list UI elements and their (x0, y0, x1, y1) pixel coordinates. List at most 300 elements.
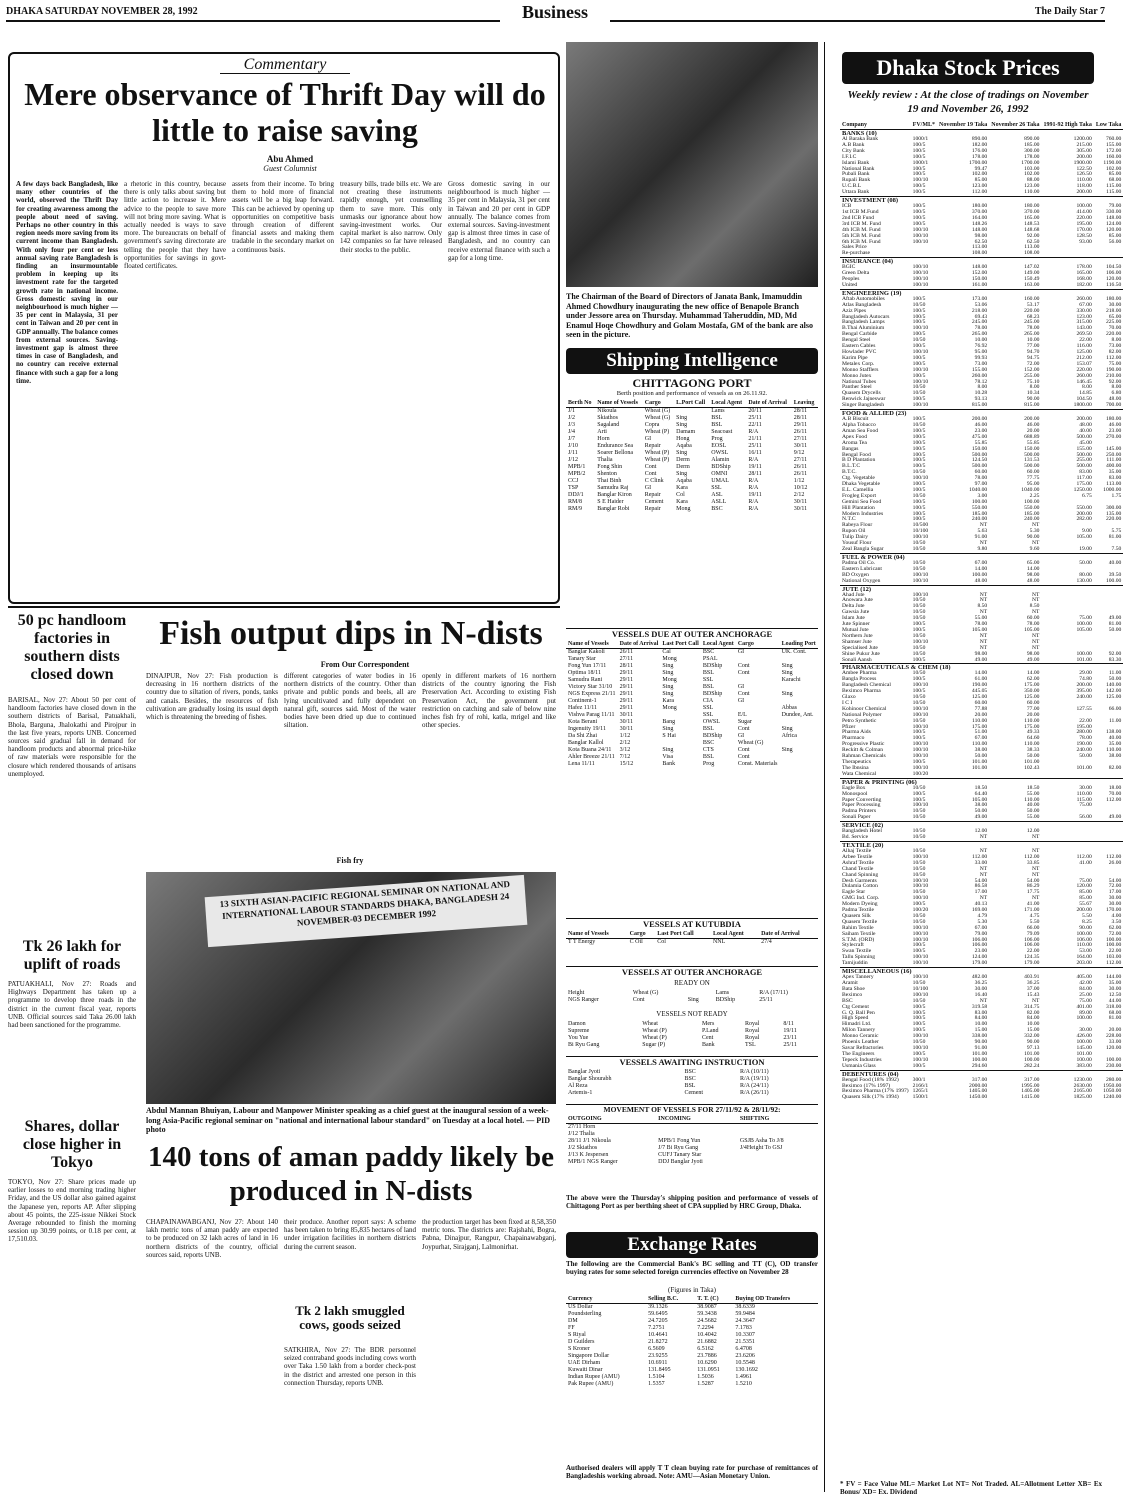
outer-anchorage-cell: 29/11 (619, 670, 634, 676)
outer-anchorage-cell: Sing (662, 726, 674, 732)
stocks-cell: 475.00 (971, 433, 988, 440)
stocks-cell: 185.00 (971, 510, 988, 517)
stocks-cell: 10/50 (912, 694, 926, 701)
exchange-header: Buying OD Transfers (733, 1296, 818, 1304)
stocks-cell: 62.50 (1026, 238, 1040, 245)
stocks-cell: 403.91 (1024, 974, 1040, 981)
stocks-cell: 1950.00 (1103, 1082, 1122, 1089)
stocks-cell: Swan Textile (842, 948, 872, 955)
stocks-cell: 53.00 (1079, 948, 1092, 955)
stocks-cell: 100/5 (912, 171, 926, 178)
shipping-cell: Copra (644, 422, 660, 428)
stocks-cell: 150.00 (1024, 445, 1040, 452)
stocks-cell: 100/10 (912, 991, 929, 998)
stocks-cell: 3.50 (1111, 918, 1122, 925)
stocks-cell: 110.00 (1024, 189, 1040, 196)
stocks-cell: Bengal Food (842, 451, 871, 458)
stocks-cell: 100/5 (912, 183, 926, 190)
stocks-cell: 315.00 (1076, 319, 1092, 326)
not-ready-row (566, 1021, 818, 1028)
stocks-cell: 100/5 (912, 735, 926, 742)
shipping-cell: Banglar Kiron (597, 492, 632, 498)
stocks-cell: 12.00 (974, 828, 988, 835)
exchange-row (566, 1346, 818, 1353)
stocks-cell: NT (979, 871, 988, 878)
stocks-cell: 10/100 (912, 985, 929, 992)
movement-header: INCOMING (656, 1116, 738, 1124)
stocks-cell: Renwick Jajneswar (842, 396, 886, 403)
stocks-cell: 78.00 (974, 475, 988, 482)
exchange-cell: 38.6339 (735, 1304, 755, 1310)
stocks-cell: Shamser Jute (842, 638, 872, 645)
exchange-cell: 59.6495 (648, 1311, 668, 1317)
stocks-cell: 282.00 (1076, 516, 1092, 523)
outer-anchorage-cell: Sing (662, 747, 674, 753)
stocks-section-title: FUEL & POWER (04) (840, 553, 1123, 561)
exchange-row (566, 1318, 818, 1325)
stocks-cell: Phoenix Leather (842, 1039, 879, 1046)
stocks-cell: Arbee Textile (842, 853, 873, 860)
shipping-cell: 29/11 (793, 422, 808, 428)
stocks-cell: 62.00 (1108, 924, 1122, 931)
stocks-cell: 146.45 (1076, 378, 1092, 385)
stocks-cell: 53.17 (1026, 301, 1040, 308)
exchange-cell: US Dollar (568, 1304, 593, 1310)
stocks-cell: 100/5 (912, 427, 926, 434)
stocks-cell: 124.35 (1024, 954, 1040, 961)
stocks-cell: 1200.00 (1073, 136, 1092, 142)
shipping-cell: Skiathos (597, 415, 618, 421)
stocks-cell: Pfizer (842, 723, 856, 730)
stocks-cell: 56.00 (1079, 814, 1092, 821)
stocks-cell: Pubali Bank (842, 171, 870, 178)
exchange-cell: Pak Rupee (AMU) (568, 1381, 614, 1387)
stocks-cell: 55.85 (1026, 439, 1040, 446)
stocks-cell: 145.00 (1105, 445, 1122, 452)
stocks-cell: 125.00 (1105, 694, 1122, 701)
stocks-cell: 102.00 (971, 171, 988, 178)
stocks-cell: 150.49 (1024, 276, 1040, 283)
stocks-cell: BD Oxygen (842, 571, 869, 578)
stocks-cell: 10/50 (912, 421, 926, 428)
stocks-section-title: TEXTILE (20) (840, 841, 1123, 849)
shipping-cell: Sagaland (597, 422, 620, 428)
stocks-cell: 100/5 (912, 1015, 926, 1022)
stocks-cell: 300.00 (1105, 504, 1122, 511)
shipping-cell: 30/11 (793, 499, 808, 505)
outer-anchorage-header: Loading Port (780, 641, 818, 649)
outer-anchorage-cell: 26/11 (619, 649, 634, 655)
stocks-cell: Kohinoor Chemical (842, 705, 887, 712)
stocks-header: November 19 Taka (939, 122, 988, 128)
outer-anchorage-cell: SSL (702, 712, 714, 718)
stocks-cell: 155.00 (1076, 445, 1092, 452)
stocks-cell: Sales Price (842, 244, 867, 251)
shipping-cell: 26/11 (793, 429, 808, 435)
shipping-cell: BSL (711, 422, 723, 428)
stocks-cell: 80.00 (1079, 571, 1092, 578)
stocks-cell: 88.00 (1026, 177, 1040, 184)
shipping-cell: 27/11 (793, 457, 808, 463)
ready-row (566, 990, 818, 997)
stocks-cell: 10/50 (912, 1039, 926, 1046)
stocks-cell: 67.00 (974, 559, 988, 566)
column-rule (824, 42, 825, 1492)
stocks-cell: 370.00 (971, 208, 988, 215)
commentary-col5: Gross domestic saving in our neighbourhood is much higher — 35 per cent in Malaysia, 31 per cent in Taiwan and 20 per cent in GDP annually. The balance comes from external sources. Saving-investment gap is almost three times in case of Bangladesh, and no country can receive external finance with such a gap for a long time. (448, 180, 550, 262)
not-ready-cell: 23/11 (783, 1035, 797, 1041)
stocks-cell: 128.50 (1076, 232, 1092, 239)
stocks-cell: 100/5 (912, 796, 926, 803)
stocks-cell: 89.00 (1079, 1009, 1092, 1016)
outer-anchorage-row (566, 740, 818, 747)
stocks-cell: U.C.B.L (842, 183, 862, 190)
stocks-cell: 40.13 (974, 901, 988, 908)
stocks-cell: Green Delta (842, 270, 870, 277)
outer-anchorage-cell: BSC (702, 649, 715, 655)
stocks-cell: 45.00 (1079, 439, 1092, 446)
stocks-cell: 14.00 (1026, 565, 1040, 572)
stocks-cell: 200.00 (1076, 153, 1092, 160)
outer-anchorage-cell: Dundee, Ant. (781, 712, 814, 718)
stocks-cell: 135.00 (1105, 510, 1122, 517)
stocks-cell: 101.00 (971, 764, 988, 771)
stocks-cell: 23.00 (974, 427, 988, 434)
not-ready-cell: Royal (744, 1035, 760, 1041)
stocks-cell: 6th ICB M. Fund (842, 238, 881, 245)
outer-anchorage-cell: 29/11 (619, 698, 634, 704)
awaiting-cell: R/A (24/11) (740, 1083, 769, 1089)
janata-bank-photo (566, 42, 818, 287)
stocks-banner: Dhaka Stock Prices (842, 52, 1094, 84)
exchange-cell: 23.9255 (648, 1353, 668, 1359)
stocks-cell: 26.00 (1108, 859, 1122, 866)
stocks-cell: 250.00 (1105, 451, 1122, 458)
stocks-cell: 100/10 (912, 264, 929, 271)
stocks-cell: 148.00 (971, 264, 988, 271)
exchange-cell: 21.5351 (735, 1339, 755, 1345)
stocks-cell: Ambee Pharma (842, 670, 877, 677)
stocks-cell: 100/5 (912, 203, 926, 210)
stocks-cell: 123.00 (1024, 183, 1040, 190)
stocks-cell: 100/5 (912, 1027, 926, 1034)
outer-anchorage-cell: Karachi (781, 677, 801, 683)
stocks-cell: 10.34 (1026, 390, 1040, 397)
stocks-cell: 110.00 (1106, 747, 1122, 754)
fish-byline: From Our Correspondent (320, 660, 410, 669)
stocks-cell: 1825.00 (1073, 1094, 1092, 1101)
stocks-cell: 100/10 (912, 954, 929, 961)
shipping-cell: R/A (748, 457, 759, 463)
stocks-cell: 5.30 (977, 918, 988, 925)
stocks-cell: NT (979, 597, 988, 604)
outer-anchorage-row (566, 733, 818, 740)
stocks-cell: 8.00 (1029, 384, 1040, 391)
stocks-cell: NT (979, 522, 988, 529)
stocks-cell: 40.00 (1108, 559, 1122, 566)
stocks-cell: 101.00 (1024, 1050, 1040, 1057)
stocks-cell: Therapeutics (842, 759, 871, 765)
awaiting-cell: Artemis-1 (568, 1090, 593, 1096)
stocks-cell: 14.85 (1079, 390, 1092, 397)
stocks-cell: 200.00 (1076, 510, 1092, 517)
outer-anchorage-cell: 30/11 (619, 719, 634, 725)
kutubdia-title: VESSELS AT KUTUBDIA (566, 918, 818, 930)
stocks-cell: 113.00 (1024, 244, 1040, 251)
stocks-cell: 22.00 (1026, 948, 1040, 955)
shipping-cell: Horn (597, 436, 610, 442)
stocks-cell: 100/5 (912, 416, 926, 423)
stocks-section-title: FOOD & ALLIED (23) (840, 410, 1123, 418)
stocks-cell: 35.00 (1108, 741, 1122, 748)
shipping-header: Date of Arrival (746, 400, 791, 408)
stocks-cell: 100/10 (912, 705, 929, 712)
stocks-cell: 1405.00 (1021, 1088, 1040, 1095)
section-rule (8, 606, 560, 608)
stocks-cell: 98.00 (974, 232, 988, 239)
stocks-cell: 35.00 (1108, 469, 1122, 476)
paper-name: The Daily Star 7 (1034, 6, 1105, 17)
commentary-box (8, 52, 560, 604)
exchange-cell: 131.8495 (648, 1367, 671, 1373)
shipping-cell: Thai Binh (597, 478, 622, 484)
stocks-cell: 700.00 (1105, 402, 1122, 409)
exchange-cell: 1.5036 (697, 1374, 714, 1380)
movement-note: The above were the Thursday's shipping position and performance of vessels of Chittagong Port as per berthing sheet of CPA supplied by HRC Group, Dhaka. (566, 1194, 818, 1211)
stocks-cell: 78.00 (1079, 735, 1092, 742)
stocks-cell: 100/5 (912, 729, 926, 736)
stocks-cell: 101.00 (1076, 656, 1092, 663)
shipping-cell: Repair (644, 506, 661, 512)
outer-anchorage-row (566, 663, 818, 670)
stocks-cell: Bengal Steel (842, 337, 871, 344)
stocks-cell: 77.75 (1026, 475, 1040, 482)
shipping-table (566, 400, 818, 622)
stocks-cell: 500.00 (1076, 433, 1092, 440)
shipping-row (566, 478, 818, 485)
stocks-cell: Aftab Automobiles (842, 295, 885, 302)
stocks-cell: 106.00 (1024, 942, 1040, 949)
stocks-cell: 100/10 (912, 276, 929, 283)
stocks-cell: 200.00 (1076, 682, 1092, 689)
stocks-cell: 210.00 (1105, 372, 1122, 379)
stocks-cell: 1450.00 (969, 1094, 988, 1101)
shipping-cell: Sing (676, 471, 688, 477)
stocks-cell: 175.00 (1076, 481, 1092, 488)
stocks-cell: NT (979, 540, 988, 547)
stocks-cell: 9.80 (977, 546, 988, 552)
stocks-cell: Padma Oil Co. (842, 559, 876, 566)
shipping-cell: UMAL (711, 478, 729, 484)
stocks-cell: 10/50 (912, 390, 926, 397)
stocks-cell: Gemini Sea Food (842, 498, 882, 505)
stocks-cell: 50.00 (1026, 808, 1040, 815)
stocks-cell: Shine Pukur Jute (842, 650, 880, 657)
stocks-cell: 500.00 (1024, 451, 1040, 458)
stocks-cell: 225.00 (1105, 319, 1122, 326)
stocks-cell: Pharma Aids (842, 729, 871, 736)
stocks-cell: Savar Refractories (842, 1044, 884, 1051)
outer-anchorage-cell: BDShip (702, 733, 723, 739)
stocks-cell: 8.00 (1111, 337, 1122, 344)
shipping-cell: Aqaba (676, 443, 692, 449)
shipping-cell: 28/11 (793, 415, 808, 421)
stocks-cell: 2nd ICB Fund (842, 214, 875, 221)
outer-anchorage-row (566, 761, 818, 768)
stocks-cell: 49.00 (1108, 814, 1122, 821)
stocks-cell: Himadri Ltd. (842, 1021, 872, 1028)
exchange-cell: 21.6882 (697, 1339, 717, 1345)
stocks-cell: 120.00 (1105, 276, 1122, 283)
stocks-cell: 60.00 (974, 469, 988, 476)
movement-cell: J/12 Thalia (568, 1131, 595, 1137)
stocks-cell: 305.00 (1076, 147, 1092, 154)
exchange-row (566, 1332, 818, 1339)
shipping-cell: Cement (644, 499, 664, 505)
exchange-cell: 1.5104 (648, 1374, 665, 1380)
stocks-cell: 100.00 (1105, 1056, 1122, 1063)
outer-anchorage-cell: Cont (737, 726, 750, 732)
stocks-cell: 98.00 (974, 650, 988, 657)
stocks-cell: 3.00 (977, 492, 988, 499)
stocks-cell: 100/10 (912, 883, 929, 890)
exchange-row (566, 1339, 818, 1346)
stocks-cell: 48.00 (974, 577, 988, 584)
stocks-cell: 100/10 (912, 1033, 929, 1040)
stocks-cell: Frogleg Export (842, 492, 877, 499)
not-ready-cell: TSL (744, 1042, 756, 1048)
shipping-cell: 26/11 (793, 471, 808, 477)
stocks-cell: 100/5 (912, 504, 926, 511)
outer-anchorage-cell: Cont (737, 747, 750, 753)
stocks-cell: Bangladesh Hotel (842, 828, 882, 835)
handloom-headline: 50 pc handloom factories in southern dists closed down (17, 612, 127, 683)
exchange-cell: 10.6911 (648, 1360, 668, 1366)
exchange-cell: 38.9087 (697, 1304, 717, 1310)
stocks-cell: 220.00 (1105, 516, 1122, 523)
stocks-cell: 130.00 (1076, 577, 1092, 584)
kutubdia-header: Cargo (628, 931, 656, 939)
stocks-cell: 50.00 (974, 808, 988, 815)
stocks-cell: 100/20 (912, 770, 929, 777)
labour-photo-caption: Abdul Mannan Bhuiyan, Labour and Manpower Minister speaking as a chief guest at the inaugural session of a week-long Asia-Pacific regional seminar on "national and international labour standard" on Tuesday at a local hotel. — PID photo (146, 1106, 551, 1134)
stocks-cell: Specialised Jute (842, 644, 878, 651)
shipping-cell: Wheat (G) (644, 415, 671, 421)
stocks-cell: 150.00 (971, 445, 988, 452)
stocks-cell: 100/10 (912, 402, 929, 409)
shipping-cell: 26/11 (793, 464, 808, 470)
stocks-cell: 1265/1 (912, 1088, 929, 1095)
outer-anchorage-cell: Ingenuity 19/11 (568, 726, 606, 732)
stocks-cell: 78.00 (974, 325, 988, 332)
stocks-cell: Sonali Paper (842, 814, 871, 821)
stocks-table (840, 122, 1122, 1478)
stocks-cell: 218.00 (1105, 307, 1122, 314)
stocks-cell: 100/5 (912, 942, 926, 949)
stocks-cell: 10/50 (912, 808, 926, 815)
stocks-cell: Aman Sea Food (842, 427, 879, 434)
stocks-cell: 100/10 (912, 270, 929, 277)
shipping-cell: Cont (644, 464, 657, 470)
stocks-cell: 100/5 (912, 360, 926, 367)
not-ready-cell: P.Land (701, 1028, 719, 1034)
stocks-cell: 10/50 (912, 632, 926, 639)
outer-anchorage-cell: BSL (702, 754, 714, 760)
stocks-cell: G. Q. Ball Pen (842, 1009, 875, 1016)
stocks-cell: 148.00 (971, 226, 988, 233)
stocks-cell: 10.00 (1026, 1021, 1040, 1028)
stocks-cell: 106.00 (1024, 936, 1040, 943)
stocks-cell: 102.00 (1105, 165, 1122, 172)
stocks-cell: 282.24 (1024, 1062, 1040, 1069)
stocks-cell: 42.00 (1079, 980, 1092, 986)
outer-anchorage-cell: Mong (662, 656, 677, 662)
stocks-cell: 67.00 (1079, 301, 1092, 308)
exchange-cell: 1.5287 (697, 1381, 714, 1387)
stocks-cell: 79.00 (974, 930, 988, 937)
stocks-cell: Al Baraka Bank (842, 136, 879, 142)
stocks-cell: 110.00 (972, 717, 988, 724)
aman-col2: their produce. Another report says: A scheme has been taken to bring 85,835 hectares of land under irrigation facilities in northern districts during the current season. (284, 1218, 416, 1251)
shipping-row (566, 443, 818, 450)
shipping-cell: Hong (676, 436, 690, 442)
shipping-cell: BSL (711, 415, 723, 421)
shipping-row (566, 485, 818, 492)
exchange-cell: 23.6206 (735, 1353, 755, 1359)
stocks-cell: 112.00 (1106, 354, 1122, 361)
stocks-cell: NT (979, 834, 988, 841)
stocks-section-title: ENGINEERING (19) (840, 289, 1123, 297)
stocks-cell: Apex Tannery (842, 974, 874, 981)
stocks-cell: 30.00 (1108, 901, 1122, 908)
stocks-cell: 66.00 (1026, 924, 1040, 931)
stocks-cell: S.T.M. (ORD) (842, 936, 875, 943)
stocks-cell: 50.00 (974, 753, 988, 760)
stocks-cell: 30.00 (1079, 784, 1092, 791)
stocks-cell: 100/10 (912, 711, 929, 718)
exchange-cell: S Riyal (568, 1332, 586, 1338)
kutubdia-cell: C Oil (629, 939, 643, 945)
awaiting-cell: BSC (684, 1069, 696, 1075)
stocks-cell: 8.50 (1029, 603, 1040, 610)
stocks-cell: 39.50 (1108, 571, 1122, 578)
stocks-cell: 50.00 (1079, 753, 1092, 760)
stocks-cell: 200.00 (1076, 907, 1092, 914)
stocks-cell: NT (1032, 591, 1040, 598)
stocks-cell: 100/5 (912, 688, 926, 695)
stocks-cell: Alhaj Textile (842, 847, 872, 854)
stocks-cell: Aramit (842, 980, 858, 986)
stocks-cell: 108.00 (971, 250, 988, 257)
stocks-cell: 169.00 (971, 907, 988, 914)
stocks-cell: Gawsia Jute (842, 609, 870, 616)
shipping-cell: 1/12 (793, 478, 805, 484)
stocks-cell: 73.00 (1108, 343, 1122, 350)
outer-anchorage-cell: Tanary Star (568, 656, 596, 662)
stocks-cell: 10/50 (912, 615, 926, 622)
movement-cell: DDJ Banglar Jyoti (658, 1159, 703, 1165)
shipping-cell: Arti (597, 429, 607, 435)
stocks-cell: Beximco (17% 1997) (842, 1082, 891, 1089)
awaiting-row (566, 1069, 818, 1076)
outer-anchorage-title: VESSELS DUE AT OUTER ANCHORAGE (566, 628, 818, 640)
shipping-row (566, 408, 818, 416)
exchange-row (566, 1325, 818, 1332)
stocks-cell: 98.00 (1026, 650, 1040, 657)
stocks-cell: 77.00 (1026, 705, 1040, 712)
janata-photo-caption: The Chairman of the Board of Directors of Janata Bank, Imamuddin Ahmed Chowdhury inaugurating the new office of Benapole Branch under Jessore area on Thursday. Muhammad Taheruddin, MD, Md Enamul Hoqe Chowdhury and Golam Mostafa, GM of the bank are also seen in the picture. (566, 292, 813, 339)
ready-cell: 25/11 (759, 997, 773, 1003)
